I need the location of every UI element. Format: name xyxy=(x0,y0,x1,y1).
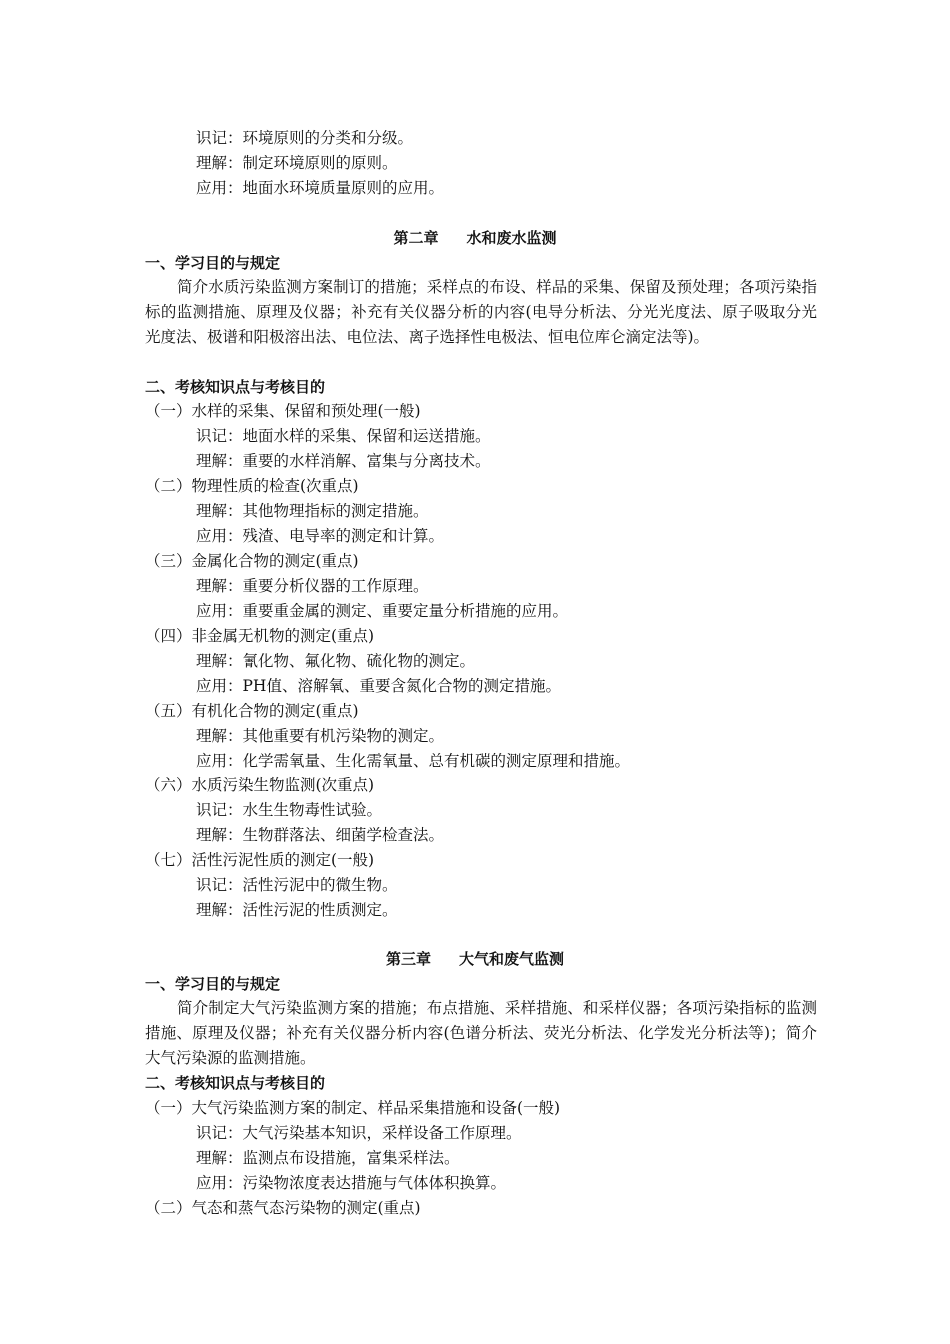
chapter2-sec1-heading: 一、学习目的与规定 xyxy=(145,254,281,272)
top-item: 应用：地面水环境质量原则的应用。 xyxy=(196,179,445,197)
group-item: 理解：重要的水样消解、富集与分离技术。 xyxy=(196,452,491,470)
group-item: 应用：污染物浓度表达措施与气体体积换算。 xyxy=(196,1174,507,1192)
group-item: 应用：PH值、溶解氧、重要含氮化合物的测定措施。 xyxy=(196,677,561,695)
group-item: 理解：其他物理指标的测定措施。 xyxy=(196,502,429,520)
group-item: 理解：其他重要有机污染物的测定。 xyxy=(196,727,445,745)
group-item: 应用：化学需氧量、生化需氧量、总有机碳的测定原理和措施。 xyxy=(196,752,631,770)
group-title: （六）水质污染生物监测(次重点) xyxy=(145,776,375,794)
group-title: （一）水样的采集、保留和预处理(一般) xyxy=(145,402,421,420)
chapter3-heading xyxy=(0,948,950,970)
chapter3-sec1-paragraph: 简介制定大气污染监测方案的措施；布点措施、采样措施、和采样仪器；各项污染指标的监测措施、原理及仪器；补充有关仪器分析内容(色谱分析法、荧光分析法、化学发光分析法等)；简介大气污染源的监测措施。 xyxy=(145,999,817,1067)
chapter3-number: 第三章 xyxy=(385,950,431,968)
group-item: 识记：活性污泥中的微生物。 xyxy=(196,876,398,894)
top-item: 识记：环境原则的分类和分级。 xyxy=(196,129,414,147)
group-item: 理解：氰化物、氟化物、硫化物的测定。 xyxy=(196,652,476,670)
group-item: 理解：活性污泥的性质测定。 xyxy=(196,901,398,919)
chapter3-sec1-heading: 一、学习目的与规定 xyxy=(145,975,281,993)
group-title: （一）大气污染监测方案的制定、样品采集措施和设备(一般) xyxy=(145,1099,561,1117)
group-item: 识记：水生生物毒性试验。 xyxy=(196,801,383,819)
chapter3-title: 大气和废气监测 xyxy=(459,950,565,968)
chapter2-sec1-paragraph: 简介水质污染监测方案制订的措施；采样点的布设、样品的采集、保留及预处理；各项污染指标的监测措施、原理及仪器；补充有关仪器分析的内容(电导分析法、分光光度法、原子吸取分光光度法、极谱和阳极溶出法、电位法、离子选择性电极法、恒电位库仑滴定法等)。 xyxy=(145,278,817,346)
chapter2-heading xyxy=(0,227,950,249)
top-item: 理解：制定环境原则的原则。 xyxy=(196,154,398,172)
group-item: 应用：重要重金属的测定、重要定量分析措施的应用。 xyxy=(196,602,569,620)
chapter3-sec2-heading: 二、考核知识点与考核目的 xyxy=(145,1074,326,1092)
group-title: （四）非金属无机物的测定(重点) xyxy=(145,627,375,645)
group-item: 应用：残渣、电导率的测定和计算。 xyxy=(196,527,445,545)
group-item: 识记：地面水样的采集、保留和运送措施。 xyxy=(196,427,491,445)
group-item: 理解：监测点布设措施，富集采样法。 xyxy=(196,1149,460,1167)
group-item: 识记：大气污染基本知识，采样设备工作原理。 xyxy=(196,1124,522,1142)
group-title: （二）气态和蒸气态污染物的测定(重点) xyxy=(145,1199,421,1217)
chapter2-sec2-heading: 二、考核知识点与考核目的 xyxy=(145,378,326,396)
group-title: （二）物理性质的检查(次重点) xyxy=(145,477,359,495)
group-title: （七）活性污泥性质的测定(一般) xyxy=(145,851,375,869)
group-item: 理解：生物群落法、细菌学检查法。 xyxy=(196,826,445,844)
chapter2-number: 第二章 xyxy=(393,229,439,247)
group-title: （五）有机化合物的测定(重点) xyxy=(145,702,359,720)
group-item: 理解：重要分析仪器的工作原理。 xyxy=(196,577,429,595)
chapter2-title: 水和废水监测 xyxy=(466,229,557,247)
group-title: （三）金属化合物的测定(重点) xyxy=(145,552,359,570)
